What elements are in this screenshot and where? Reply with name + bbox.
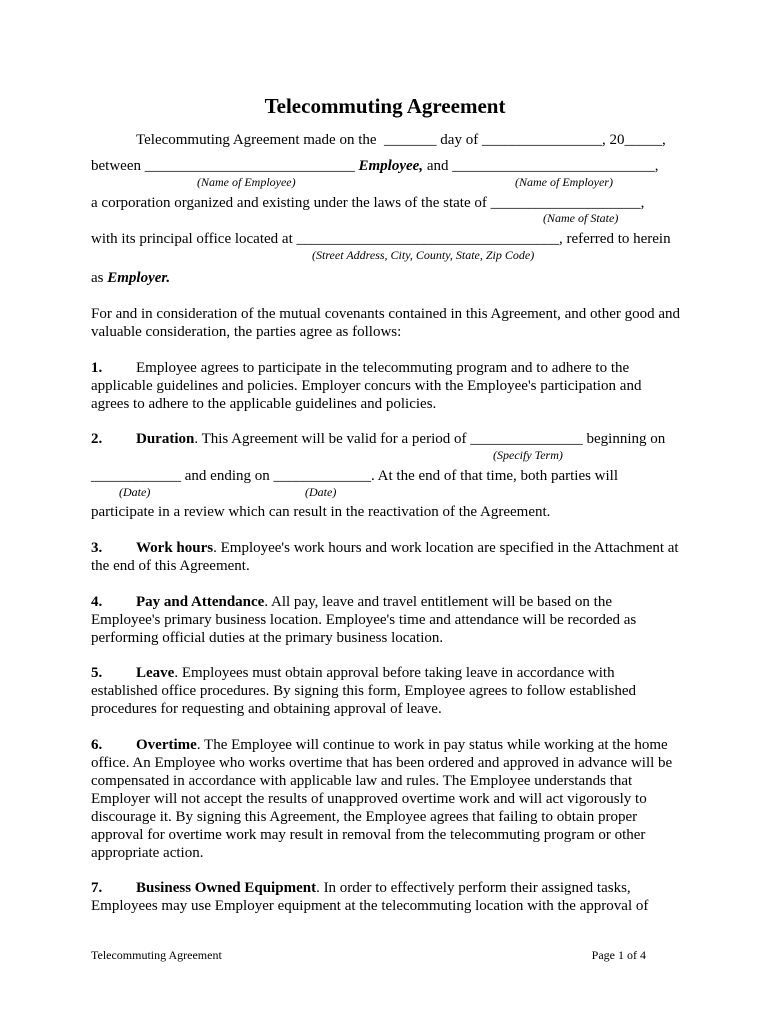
footer-page-number: Page 1 of 4 (591, 948, 646, 962)
section-5-text: . Employees must obtain approval before taking leave in accordance with established office procedures. By signing this form, Employee agrees to follow established procedures for requesting and obtaining approval of leave. (91, 665, 637, 717)
section-3-number: 3. (91, 540, 103, 556)
section-2-line-1-text: . This Agreement will be valid for a period of _______________ beginning on (194, 431, 666, 447)
section-3-text: . Employee's work hours and work location are specified in the Attachment at the end of this Agreement. (91, 540, 679, 574)
corporation-line: a corporation organized and existing under the laws of the state of ____________________, (91, 195, 645, 211)
caption-name-of-employer: (Name of Employer) (515, 175, 613, 189)
caption-name-of-employee: (Name of Employee) (197, 175, 296, 189)
section-7 (91, 879, 681, 915)
caption-end-date: (Date) (305, 485, 337, 499)
section-5-heading: Leave (136, 665, 175, 681)
section-4-text: . All pay, leave and travel entitlement will be based on the Employee's primary business location. Employee's time and attendance will be recorded as performing official duties at the primary business location. (91, 594, 637, 646)
section-4-number: 4. (91, 594, 103, 610)
section-6-text: . The Employee will continue to work in pay status while working at the home office. An Employee who works overtime that has been ordered and approved in advance will be compensated in accordance with applicable law and rules. The Employee understands that Employer will not accept the results of unapproved overtime work and will act vigorously to discourage it. By signing this Agreement, the Employee agrees that failing to obtain proper approval for overtime work may result in removal from the telecommuting program or other appropriate action. (91, 737, 673, 861)
section-2-line-2: ____________ and ending on _____________. At the end of that time, both parties will (91, 468, 619, 484)
caption-specify-term: (Specify Term) (493, 448, 563, 462)
section-4-heading: Pay and Attendance (136, 594, 265, 610)
caption-name-of-state: (Name of State) (543, 211, 619, 225)
section-1-number: 1. (91, 360, 103, 376)
section-6-number: 6. (91, 737, 103, 753)
section-3-heading: Work hours (136, 540, 214, 556)
section-2-heading: Duration (136, 431, 195, 447)
parties-line-left: between ____________________________ (91, 158, 359, 174)
section-7-text: . In order to effectively perform their assigned tasks, Employees may use Employer equipment at the telecommuting location with the approval of (91, 880, 649, 914)
employee-label: Employee, (358, 158, 424, 174)
parties-line (91, 157, 658, 175)
section-2-line-3: participate in a review which can result in the reactivation of the Agreement. (91, 504, 551, 520)
footer-document-name: Telecommuting Agreement (91, 948, 222, 962)
agreement-date-line: Telecommuting Agreement made on the _______ day of ________________, 20_____, (136, 132, 666, 148)
section-4 (91, 593, 681, 647)
section-5 (91, 664, 681, 718)
caption-street-address: (Street Address, City, County, State, Zip Code) (312, 248, 535, 262)
document-title: Telecommuting Agreement (264, 94, 506, 118)
section-1 (91, 359, 681, 413)
intro-paragraph: For and in consideration of the mutual covenants contained in this Agreement, and other good and valuable consideration, the parties agree as follows: (91, 306, 681, 340)
section-2-line-1 (91, 430, 665, 448)
section-7-number: 7. (91, 880, 103, 896)
section-6-heading: Overtime (136, 737, 197, 753)
section-2-number: 2. (91, 431, 103, 447)
section-3 (91, 539, 681, 575)
caption-start-date: (Date) (119, 485, 151, 499)
section-7-heading: Business Owned Equipment (136, 880, 317, 896)
parties-line-right: and ___________________________, (423, 158, 659, 174)
section-6 (91, 736, 681, 862)
as-employer-line (91, 269, 170, 287)
office-location-line: with its principal office located at ___________________________________, referred to herein (91, 231, 671, 247)
section-1-text: Employee agrees to participate in the telecommuting program and to adhere to the applicable guidelines and policies. Employer concurs with the Employee's participation and agrees to adhere to the applicable guidelines and policies. (91, 360, 642, 412)
employer-label: Employer. (107, 270, 171, 286)
section-5-number: 5. (91, 665, 103, 681)
as-text: as (91, 270, 108, 286)
